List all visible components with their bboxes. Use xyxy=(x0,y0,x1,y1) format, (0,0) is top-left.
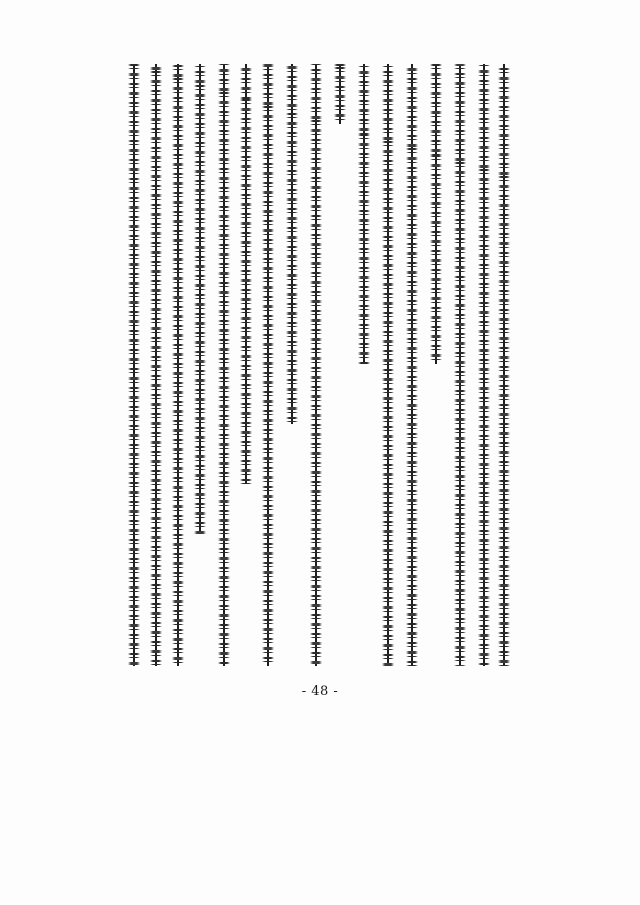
text-column xyxy=(406,64,418,666)
text-column xyxy=(382,64,394,666)
text-column xyxy=(454,64,466,666)
text-column xyxy=(478,64,490,666)
page-number: - 48 - xyxy=(301,684,339,699)
text-column xyxy=(150,64,162,666)
text-column xyxy=(218,64,230,666)
text-column xyxy=(240,64,252,484)
text-column xyxy=(262,64,274,666)
text-column xyxy=(430,64,442,364)
text-column xyxy=(286,64,298,424)
text-column xyxy=(358,64,370,364)
text-column xyxy=(334,64,346,124)
text-column xyxy=(172,64,184,666)
text-column xyxy=(310,64,322,666)
text-column xyxy=(128,64,140,666)
text-column xyxy=(498,64,510,666)
vertical-text-block xyxy=(128,64,510,666)
text-column xyxy=(194,64,206,534)
